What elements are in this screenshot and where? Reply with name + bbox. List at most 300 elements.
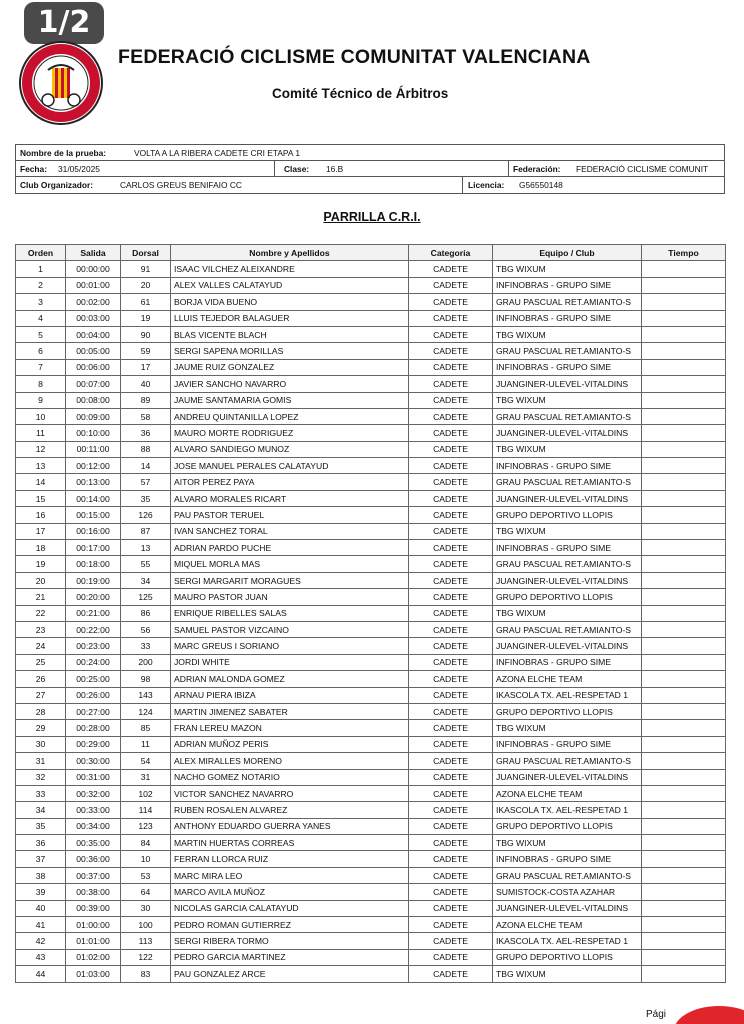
table-row <box>16 343 726 359</box>
cell-categoria: CADETE <box>409 556 493 572</box>
cell-nombre: MIQUEL MORLA MAS <box>171 556 409 572</box>
cell-orden: 21 <box>16 589 66 605</box>
cell-tiempo <box>642 392 726 408</box>
cell-dorsal: 34 <box>121 572 171 588</box>
table-row <box>16 490 726 506</box>
cell-orden: 4 <box>16 310 66 326</box>
table-row <box>16 556 726 572</box>
cell-nombre: MAURO MORTE RODRIGUEZ <box>171 425 409 441</box>
cell-nombre: NACHO GOMEZ NOTARIO <box>171 769 409 785</box>
table-row <box>16 802 726 818</box>
cell-orden: 12 <box>16 441 66 457</box>
cell-nombre: ARNAU PIERA IBIZA <box>171 687 409 703</box>
cell-dorsal: 200 <box>121 654 171 670</box>
cell-orden: 5 <box>16 326 66 342</box>
cell-dorsal: 83 <box>121 966 171 982</box>
cell-salida: 00:09:00 <box>66 408 121 424</box>
cell-salida: 00:17:00 <box>66 540 121 556</box>
col-header-categoria: Categoría <box>409 245 493 261</box>
cell-tiempo <box>642 589 726 605</box>
cell-dorsal: 123 <box>121 818 171 834</box>
cell-dorsal: 58 <box>121 408 171 424</box>
cell-equipo: AZONA ELCHE TEAM <box>493 671 642 687</box>
cell-salida: 00:13:00 <box>66 474 121 490</box>
cell-dorsal: 35 <box>121 490 171 506</box>
cell-categoria: CADETE <box>409 769 493 785</box>
cell-tiempo <box>642 769 726 785</box>
cell-tiempo <box>642 326 726 342</box>
cell-tiempo <box>642 490 726 506</box>
cell-tiempo <box>642 441 726 457</box>
cell-equipo: GRAU PASCUAL RET.AMIANTO-S <box>493 343 642 359</box>
cell-tiempo <box>642 917 726 933</box>
cell-orden: 18 <box>16 540 66 556</box>
organization-subtitle: Comité Técnico de Árbitros <box>272 86 449 101</box>
cell-categoria: CADETE <box>409 802 493 818</box>
cell-equipo: GRUPO DEPORTIVO LLOPIS <box>493 949 642 965</box>
cell-equipo: TBG WIXUM <box>493 441 642 457</box>
cell-equipo: INFINOBRAS - GRUPO SIME <box>493 277 642 293</box>
cell-salida: 01:03:00 <box>66 966 121 982</box>
cell-nombre: SERGI SAPENA MORILLAS <box>171 343 409 359</box>
cell-equipo: INFINOBRAS - GRUPO SIME <box>493 359 642 375</box>
cell-tiempo <box>642 851 726 867</box>
table-row <box>16 310 726 326</box>
cell-dorsal: 86 <box>121 605 171 621</box>
cell-salida: 00:36:00 <box>66 851 121 867</box>
section-title: PARRILLA C.R.I. <box>323 210 421 224</box>
table-row <box>16 392 726 408</box>
cell-salida: 00:22:00 <box>66 621 121 637</box>
cell-categoria: CADETE <box>409 949 493 965</box>
cell-orden: 2 <box>16 277 66 293</box>
cell-salida: 00:21:00 <box>66 605 121 621</box>
cell-salida: 00:12:00 <box>66 458 121 474</box>
table-row <box>16 540 726 556</box>
cell-equipo: INFINOBRAS - GRUPO SIME <box>493 458 642 474</box>
cell-dorsal: 88 <box>121 441 171 457</box>
cell-dorsal: 56 <box>121 621 171 637</box>
table-row <box>16 769 726 785</box>
cell-equipo: TBG WIXUM <box>493 392 642 408</box>
cell-dorsal: 114 <box>121 802 171 818</box>
cell-equipo: GRUPO DEPORTIVO LLOPIS <box>493 507 642 523</box>
cell-nombre: IVAN SANCHEZ TORAL <box>171 523 409 539</box>
clase-value: 16.B <box>326 164 344 174</box>
cell-equipo: TBG WIXUM <box>493 261 642 277</box>
table-row <box>16 638 726 654</box>
page-indicator-badge: 1/2 <box>24 2 104 44</box>
cell-salida: 00:27:00 <box>66 703 121 719</box>
cell-tiempo <box>642 556 726 572</box>
cell-equipo: INFINOBRAS - GRUPO SIME <box>493 310 642 326</box>
table-row <box>16 900 726 916</box>
cell-salida: 00:33:00 <box>66 802 121 818</box>
table-row <box>16 359 726 375</box>
cell-salida: 01:01:00 <box>66 933 121 949</box>
cell-categoria: CADETE <box>409 753 493 769</box>
cell-tiempo <box>642 310 726 326</box>
cell-nombre: JORDI WHITE <box>171 654 409 670</box>
cell-tiempo <box>642 425 726 441</box>
cell-dorsal: 143 <box>121 687 171 703</box>
cell-equipo: AZONA ELCHE TEAM <box>493 917 642 933</box>
cell-equipo: GRAU PASCUAL RET.AMIANTO-S <box>493 867 642 883</box>
club-value: CARLOS GREUS BENIFAIO CC <box>120 180 242 190</box>
cell-nombre: SERGI RIBERA TORMO <box>171 933 409 949</box>
cell-categoria: CADETE <box>409 785 493 801</box>
cell-tiempo <box>642 507 726 523</box>
cell-equipo: IKASCOLA TX. AEL-RESPETAD 1 <box>493 933 642 949</box>
cell-orden: 40 <box>16 900 66 916</box>
cell-equipo: GRAU PASCUAL RET.AMIANTO-S <box>493 474 642 490</box>
table-row <box>16 621 726 637</box>
cell-orden: 26 <box>16 671 66 687</box>
fecha-label: Fecha: <box>20 164 47 174</box>
cell-salida: 00:00:00 <box>66 261 121 277</box>
cell-orden: 35 <box>16 818 66 834</box>
cell-categoria: CADETE <box>409 900 493 916</box>
cell-orden: 43 <box>16 949 66 965</box>
cell-nombre: SAMUEL PASTOR VIZCAINO <box>171 621 409 637</box>
cell-tiempo <box>642 867 726 883</box>
cell-equipo: JUANGINER-ULEVEL-VITALDINS <box>493 900 642 916</box>
cell-categoria: CADETE <box>409 589 493 605</box>
cell-nombre: MARTIN JIMENEZ SABATER <box>171 703 409 719</box>
cell-tiempo <box>642 540 726 556</box>
cell-dorsal: 91 <box>121 261 171 277</box>
cell-tiempo <box>642 753 726 769</box>
cell-nombre: ALVARO SANDIEGO MUNOZ <box>171 441 409 457</box>
cell-salida: 00:10:00 <box>66 425 121 441</box>
cell-nombre: JAUME SANTAMARIA GOMIS <box>171 392 409 408</box>
cell-categoria: CADETE <box>409 835 493 851</box>
cell-equipo: GRAU PASCUAL RET.AMIANTO-S <box>493 556 642 572</box>
cell-nombre: MAURO PASTOR JUAN <box>171 589 409 605</box>
cell-dorsal: 87 <box>121 523 171 539</box>
cell-nombre: PEDRO GARCIA MARTINEZ <box>171 949 409 965</box>
cell-equipo: INFINOBRAS - GRUPO SIME <box>493 736 642 752</box>
cell-dorsal: 31 <box>121 769 171 785</box>
cell-tiempo <box>642 933 726 949</box>
cell-orden: 30 <box>16 736 66 752</box>
cell-dorsal: 113 <box>121 933 171 949</box>
cell-dorsal: 61 <box>121 294 171 310</box>
cell-orden: 42 <box>16 933 66 949</box>
cell-orden: 44 <box>16 966 66 982</box>
prueba-value: VOLTA A LA RIBERA CADETE CRI ETAPA 1 <box>134 148 301 158</box>
cell-categoria: CADETE <box>409 523 493 539</box>
cell-equipo: JUANGINER-ULEVEL-VITALDINS <box>493 490 642 506</box>
cell-tiempo <box>642 638 726 654</box>
cell-salida: 00:15:00 <box>66 507 121 523</box>
cell-salida: 00:20:00 <box>66 589 121 605</box>
cell-equipo: GRAU PASCUAL RET.AMIANTO-S <box>493 408 642 424</box>
cell-dorsal: 19 <box>121 310 171 326</box>
cell-dorsal: 14 <box>121 458 171 474</box>
cell-tiempo <box>642 671 726 687</box>
cell-dorsal: 126 <box>121 507 171 523</box>
cell-dorsal: 11 <box>121 736 171 752</box>
table-row <box>16 277 726 293</box>
cell-categoria: CADETE <box>409 310 493 326</box>
col-header-dorsal: Dorsal <box>121 245 171 261</box>
cell-equipo: GRAU PASCUAL RET.AMIANTO-S <box>493 753 642 769</box>
cell-nombre: ISAAC VILCHEZ ALEIXANDRE <box>171 261 409 277</box>
cell-categoria: CADETE <box>409 621 493 637</box>
cell-orden: 22 <box>16 605 66 621</box>
cell-equipo: JUANGINER-ULEVEL-VITALDINS <box>493 572 642 588</box>
cell-equipo: INFINOBRAS - GRUPO SIME <box>493 654 642 670</box>
cell-categoria: CADETE <box>409 441 493 457</box>
info-row-club <box>16 177 724 193</box>
table-row <box>16 687 726 703</box>
cell-tiempo <box>642 408 726 424</box>
info-row-prueba <box>16 145 724 161</box>
cell-equipo: TBG WIXUM <box>493 835 642 851</box>
cell-categoria: CADETE <box>409 392 493 408</box>
cell-equipo: JUANGINER-ULEVEL-VITALDINS <box>493 425 642 441</box>
cell-orden: 6 <box>16 343 66 359</box>
cell-nombre: ADRIAN MUÑOZ PERIS <box>171 736 409 752</box>
cell-categoria: CADETE <box>409 654 493 670</box>
cell-nombre: JAUME RUIZ GONZALEZ <box>171 359 409 375</box>
cell-dorsal: 17 <box>121 359 171 375</box>
cell-categoria: CADETE <box>409 343 493 359</box>
cell-tiempo <box>642 687 726 703</box>
table-row <box>16 703 726 719</box>
cell-tiempo <box>642 621 726 637</box>
cell-equipo: INFINOBRAS - GRUPO SIME <box>493 540 642 556</box>
cell-nombre: NICOLAS GARCIA CALATAYUD <box>171 900 409 916</box>
cell-dorsal: 10 <box>121 851 171 867</box>
table-row <box>16 736 726 752</box>
cell-nombre: BORJA VIDA BUENO <box>171 294 409 310</box>
cell-equipo: GRUPO DEPORTIVO LLOPIS <box>493 818 642 834</box>
cell-tiempo <box>642 785 726 801</box>
cell-orden: 3 <box>16 294 66 310</box>
cell-orden: 13 <box>16 458 66 474</box>
cell-orden: 20 <box>16 572 66 588</box>
cell-categoria: CADETE <box>409 359 493 375</box>
cell-nombre: MARC GREUS I SORIANO <box>171 638 409 654</box>
cell-salida: 00:08:00 <box>66 392 121 408</box>
cell-equipo: GRAU PASCUAL RET.AMIANTO-S <box>493 294 642 310</box>
cell-tiempo <box>642 523 726 539</box>
race-info-box <box>15 144 725 194</box>
cell-equipo: IKASCOLA TX. AEL-RESPETAD 1 <box>493 802 642 818</box>
cell-equipo: IKASCOLA TX. AEL-RESPETAD 1 <box>493 687 642 703</box>
cell-salida: 00:31:00 <box>66 769 121 785</box>
cell-equipo: TBG WIXUM <box>493 605 642 621</box>
cell-nombre: PAU GONZALEZ ARCE <box>171 966 409 982</box>
cell-salida: 00:24:00 <box>66 654 121 670</box>
cell-orden: 27 <box>16 687 66 703</box>
cell-salida: 00:35:00 <box>66 835 121 851</box>
cell-dorsal: 122 <box>121 949 171 965</box>
cell-salida: 00:30:00 <box>66 753 121 769</box>
cell-dorsal: 124 <box>121 703 171 719</box>
cell-tiempo <box>642 966 726 982</box>
table-row <box>16 949 726 965</box>
cell-nombre: MARCO AVILA MUÑOZ <box>171 884 409 900</box>
cell-salida: 00:26:00 <box>66 687 121 703</box>
cell-equipo: TBG WIXUM <box>493 966 642 982</box>
cell-orden: 33 <box>16 785 66 801</box>
cell-nombre: FRAN LEREU MAZON <box>171 720 409 736</box>
cell-categoria: CADETE <box>409 326 493 342</box>
cell-nombre: LLUIS TEJEDOR BALAGUER <box>171 310 409 326</box>
cell-equipo: JUANGINER-ULEVEL-VITALDINS <box>493 769 642 785</box>
cell-salida: 00:23:00 <box>66 638 121 654</box>
table-row <box>16 458 726 474</box>
cell-orden: 14 <box>16 474 66 490</box>
cell-nombre: BLAS VICENTE BLACH <box>171 326 409 342</box>
cell-dorsal: 85 <box>121 720 171 736</box>
cell-categoria: CADETE <box>409 458 493 474</box>
cell-salida: 00:02:00 <box>66 294 121 310</box>
cell-nombre: PAU PASTOR TERUEL <box>171 507 409 523</box>
cell-salida: 00:04:00 <box>66 326 121 342</box>
cell-salida: 00:07:00 <box>66 376 121 392</box>
cell-dorsal: 84 <box>121 835 171 851</box>
cell-categoria: CADETE <box>409 425 493 441</box>
cell-categoria: CADETE <box>409 376 493 392</box>
cell-dorsal: 100 <box>121 917 171 933</box>
cell-tiempo <box>642 343 726 359</box>
cell-dorsal: 53 <box>121 867 171 883</box>
table-row <box>16 654 726 670</box>
cell-categoria: CADETE <box>409 261 493 277</box>
cell-nombre: ADRIAN PARDO PUCHE <box>171 540 409 556</box>
federation-logo <box>18 40 104 126</box>
table-row <box>16 326 726 342</box>
cell-orden: 9 <box>16 392 66 408</box>
fecha-value: 31/05/2025 <box>58 164 100 174</box>
cell-nombre: SERGI MARGARIT MORAGUES <box>171 572 409 588</box>
licencia-label: Licencia: <box>468 180 505 190</box>
cell-salida: 00:11:00 <box>66 441 121 457</box>
col-header-nombre: Nombre y Apellidos <box>171 245 409 261</box>
cell-orden: 32 <box>16 769 66 785</box>
cell-categoria: CADETE <box>409 507 493 523</box>
table-row <box>16 835 726 851</box>
cell-equipo: TBG WIXUM <box>493 326 642 342</box>
cell-nombre: JOSE MANUEL PERALES CALATAYUD <box>171 458 409 474</box>
table-row <box>16 671 726 687</box>
table-row <box>16 474 726 490</box>
table-row <box>16 966 726 982</box>
cell-dorsal: 40 <box>121 376 171 392</box>
cell-tiempo <box>642 458 726 474</box>
start-grid-table <box>15 244 726 983</box>
cell-categoria: CADETE <box>409 851 493 867</box>
cell-equipo: TBG WIXUM <box>493 720 642 736</box>
footer-page-label: Pági <box>646 1009 667 1020</box>
cell-categoria: CADETE <box>409 294 493 310</box>
cell-orden: 17 <box>16 523 66 539</box>
cell-tiempo <box>642 720 726 736</box>
cell-categoria: CADETE <box>409 490 493 506</box>
cell-tiempo <box>642 359 726 375</box>
cell-salida: 00:34:00 <box>66 818 121 834</box>
cell-salida: 00:03:00 <box>66 310 121 326</box>
cell-nombre: ANDREU QUINTANILLA LOPEZ <box>171 408 409 424</box>
cell-dorsal: 125 <box>121 589 171 605</box>
cell-equipo: GRUPO DEPORTIVO LLOPIS <box>493 703 642 719</box>
table-row <box>16 867 726 883</box>
cell-categoria: CADETE <box>409 605 493 621</box>
col-header-orden: Orden <box>16 245 66 261</box>
cell-salida: 01:00:00 <box>66 917 121 933</box>
cell-dorsal: 102 <box>121 785 171 801</box>
table-row <box>16 605 726 621</box>
cell-categoria: CADETE <box>409 933 493 949</box>
cell-salida: 00:14:00 <box>66 490 121 506</box>
cell-equipo: AZONA ELCHE TEAM <box>493 785 642 801</box>
cell-orden: 37 <box>16 851 66 867</box>
cell-dorsal: 55 <box>121 556 171 572</box>
cell-nombre: JAVIER SANCHO NAVARRO <box>171 376 409 392</box>
cell-nombre: MARTIN HUERTAS CORREAS <box>171 835 409 851</box>
cell-dorsal: 59 <box>121 343 171 359</box>
cell-categoria: CADETE <box>409 540 493 556</box>
cell-tiempo <box>642 654 726 670</box>
info-row-fecha <box>16 161 724 177</box>
cell-salida: 00:19:00 <box>66 572 121 588</box>
cell-equipo: SUMISTOCK-COSTA AZAHAR <box>493 884 642 900</box>
cell-nombre: AITOR PEREZ PAYA <box>171 474 409 490</box>
table-row <box>16 933 726 949</box>
cell-orden: 1 <box>16 261 66 277</box>
cell-orden: 34 <box>16 802 66 818</box>
cell-tiempo <box>642 261 726 277</box>
cell-nombre: PEDRO ROMAN GUTIERREZ <box>171 917 409 933</box>
cell-tiempo <box>642 376 726 392</box>
cell-categoria: CADETE <box>409 671 493 687</box>
col-header-tiempo: Tiempo <box>642 245 726 261</box>
table-row <box>16 884 726 900</box>
cell-orden: 28 <box>16 703 66 719</box>
cell-tiempo <box>642 277 726 293</box>
cell-tiempo <box>642 949 726 965</box>
organization-title: FEDERACIÓ CICLISME COMUNITAT VALENCIANA <box>118 46 591 68</box>
cell-dorsal: 54 <box>121 753 171 769</box>
cell-categoria: CADETE <box>409 818 493 834</box>
prueba-label: Nombre de la prueba: <box>20 148 107 158</box>
table-row <box>16 294 726 310</box>
table-row <box>16 589 726 605</box>
cell-categoria: CADETE <box>409 966 493 982</box>
cell-salida: 00:32:00 <box>66 785 121 801</box>
cell-dorsal: 36 <box>121 425 171 441</box>
cell-tiempo <box>642 605 726 621</box>
cell-equipo: GRAU PASCUAL RET.AMIANTO-S <box>493 621 642 637</box>
cell-equipo: JUANGINER-ULEVEL-VITALDINS <box>493 376 642 392</box>
cell-dorsal: 30 <box>121 900 171 916</box>
federacion-value: FEDERACIÓ CICLISME COMUNIT <box>576 164 709 174</box>
cell-nombre: VICTOR SANCHEZ NAVARRO <box>171 785 409 801</box>
table-row <box>16 785 726 801</box>
cell-nombre: MARC MIRA LEO <box>171 867 409 883</box>
cell-salida: 00:16:00 <box>66 523 121 539</box>
cell-salida: 00:39:00 <box>66 900 121 916</box>
cell-dorsal: 20 <box>121 277 171 293</box>
cell-dorsal: 57 <box>121 474 171 490</box>
cell-orden: 8 <box>16 376 66 392</box>
cell-orden: 11 <box>16 425 66 441</box>
cell-equipo: JUANGINER-ULEVEL-VITALDINS <box>493 638 642 654</box>
